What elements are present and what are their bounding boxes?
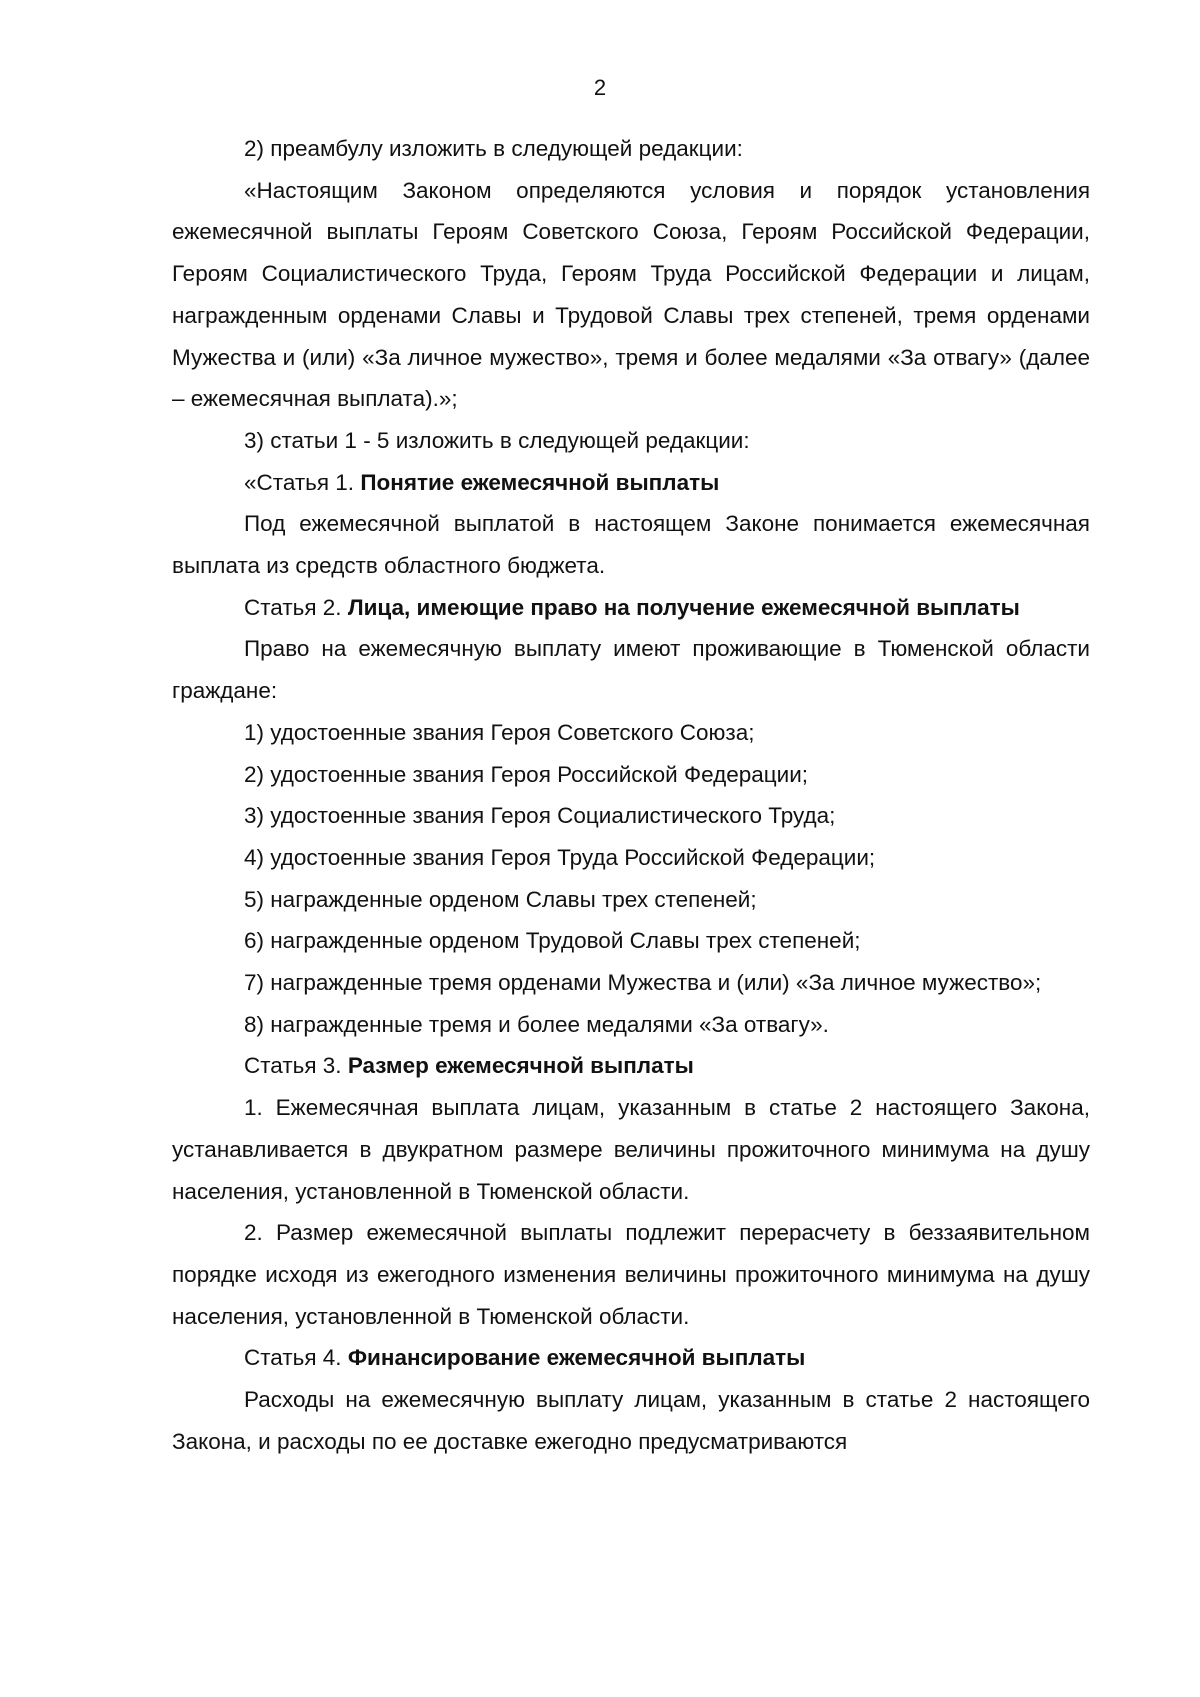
list-item: 7) награжденные тремя орденами Мужества и (или) «За личное мужество»; [244, 970, 1042, 996]
list-item: 3) удостоенные звания Героя Социалистического Труда; [244, 803, 836, 829]
article-title: Финансирование ежемесячной выплаты [347, 1345, 806, 1371]
article-heading [172, 462, 1090, 504]
article-title: Понятие ежемесячной выплаты [360, 469, 720, 495]
article-title: Размер ежемесячной выплаты [347, 1053, 694, 1079]
paragraph: 2. Размер ежемесячной выплаты подлежит перерасчету в беззаявительном порядке исходя из ежегодного изменения величины прожиточного минимума на душу населения, установленной в Тюменской области. [172, 1220, 1090, 1329]
article-prefix: Статья 2. [244, 594, 348, 620]
paragraph: 3) статьи 1 - 5 изложить в следующей редакции: [244, 427, 750, 453]
article-heading [172, 1337, 1090, 1379]
list-item: 8) награжденные тремя и более медалями «За отвагу». [244, 1011, 829, 1037]
article-prefix: Статья 3. [244, 1053, 348, 1079]
article-heading [172, 1045, 1090, 1087]
paragraph: Право на ежемесячную выплату имеют проживающие в Тюменской области граждане: [172, 636, 1090, 704]
list-item: 6) награжденные орденом Трудовой Славы трех степеней; [244, 928, 861, 954]
document-body [172, 128, 1090, 1463]
paragraph: 2) преамбулу изложить в следующей редакции: [244, 136, 743, 161]
article-prefix: Статья 4. [244, 1345, 348, 1371]
article-prefix: «Статья 1. [244, 469, 361, 495]
list-item: 1) удостоенные звания Героя Советского Союза; [244, 719, 755, 745]
paragraph: Расходы на ежемесячную выплату лицам, указанным в статье 2 настоящего Закона, и расходы по ее доставке ежегодно предусматриваются [172, 1387, 1090, 1454]
page-number: 2 [593, 75, 607, 100]
paragraph: Под ежемесячной выплатой в настоящем Законе понимается ежемесячная выплата из средств областного бюджета. [172, 511, 1090, 579]
paragraph: 1. Ежемесячная выплата лицам, указанным в статье 2 настоящего Закона, устанавливается в двукратном размере величины прожиточного минимума на душу населения, установленной в Тюменской области. [172, 1095, 1090, 1204]
article-heading [172, 587, 1090, 629]
paragraph: «Настоящим Законом определяются условия и порядок установления ежемесячной выплаты Героям Советского Союза, Героям Российской Федерации, Героям Социалистического Труда, Героям Труда Российской Федерации и лицам, награжденным орденами Славы и Трудовой Славы трех степеней, тремя орденами Мужества и (или) «За личное мужество», тремя и более медалями «За отвагу» (далее – ежемесячная выплата).»; [172, 177, 1090, 412]
list-item: 4) удостоенные звания Героя Труда Российской Федерации; [244, 844, 876, 870]
list-item: 5) награжденные орденом Славы трех степеней; [244, 886, 757, 912]
article-title: Лица, имеющие право на получение ежемесячной выплаты [347, 594, 1020, 620]
list-item: 2) удостоенные звания Героя Российской Федерации; [244, 761, 809, 787]
